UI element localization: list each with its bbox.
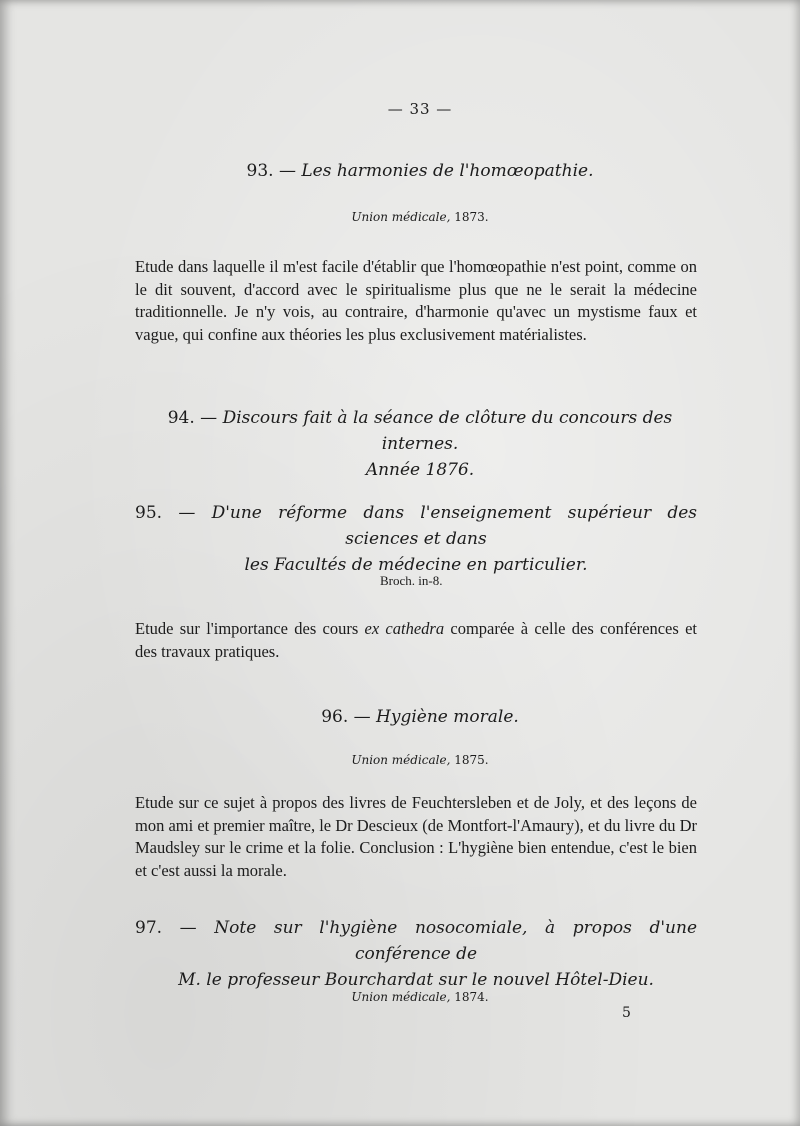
entry-number: 97. bbox=[135, 918, 163, 938]
entry-96-text: Etude sur ce sujet à propos des livres de Feuchtersleben et de Joly, et des leçons de mon ami et premier maître, le Dr Descieux (de Montfort-l'Amaury), et du livre du Dr Maudsley sur le crime et la folie. Conclusion : L'hygiène bien entendue, c'est le bien et c'est aussi la morale. bbox=[135, 793, 697, 880]
entry-95-text-italic: ex cathedra bbox=[364, 619, 445, 638]
entry-title-line2: Année 1876. bbox=[365, 460, 475, 480]
entry-96-title bbox=[130, 704, 710, 730]
entry-title-text: — D'une réforme dans l'enseignement supérieur des sciences et dans bbox=[178, 503, 697, 549]
source-journal: Union médicale, bbox=[351, 753, 451, 767]
entry-97-source bbox=[130, 990, 710, 1004]
entry-number: 95. bbox=[135, 503, 163, 523]
entry-title-line2: les Facultés de médecine en particulier. bbox=[244, 555, 588, 575]
source-year: 1875. bbox=[454, 753, 489, 767]
entry-95-format: Broch. in-8. bbox=[380, 573, 443, 588]
entry-96-source bbox=[130, 753, 710, 767]
entry-number: 96. bbox=[321, 707, 349, 727]
source-year: 1873. bbox=[454, 210, 489, 224]
source-journal: Union médicale, bbox=[351, 210, 451, 224]
entry-95-text-start: Etude sur l'importance des cours bbox=[135, 619, 365, 638]
source-year: 1874. bbox=[454, 990, 489, 1004]
source-journal: Union médicale, bbox=[351, 990, 451, 1004]
page-number: — 33 — bbox=[387, 100, 453, 118]
entry-94-title bbox=[130, 405, 710, 483]
entry-title-line2: M. le professeur Bourchardat sur le nouvel Hôtel-Dieu. bbox=[178, 970, 654, 990]
entry-95-text-end: comparée à celle des conférences et des travaux pratiques. bbox=[135, 619, 697, 661]
entry-number: 93. bbox=[246, 161, 274, 181]
signature-mark: 5 bbox=[622, 1005, 631, 1021]
entry-93-source bbox=[130, 210, 710, 224]
entry-97-title bbox=[135, 915, 697, 993]
entry-93-title bbox=[130, 158, 710, 184]
entry-title-text: — Note sur l'hygiène nosocomiale, à propos d'une conférence de bbox=[179, 918, 697, 964]
entry-number: 94. bbox=[167, 408, 195, 428]
entry-title-text: — Discours fait à la séance de clôture du concours des internes. bbox=[200, 408, 673, 454]
entry-title-text: — Les harmonies de l'homœopathie. bbox=[278, 161, 594, 181]
entry-93-text: Etude dans laquelle il m'est facile d'établir que l'homœopathie n'est point, comme on le dit souvent, d'accord avec le spiritualisme plus que ne le serait la médecine traditionnelle. Je n'y vois, au contraire, d'harmonie qu'avec un mystisme faux et vague, qui confine aux théories les plus exclusivement matérialistes. bbox=[135, 257, 697, 344]
entry-title-text: — Hygiène morale. bbox=[353, 707, 519, 727]
entry-95-text bbox=[135, 618, 697, 663]
entry-95-title bbox=[135, 500, 697, 578]
